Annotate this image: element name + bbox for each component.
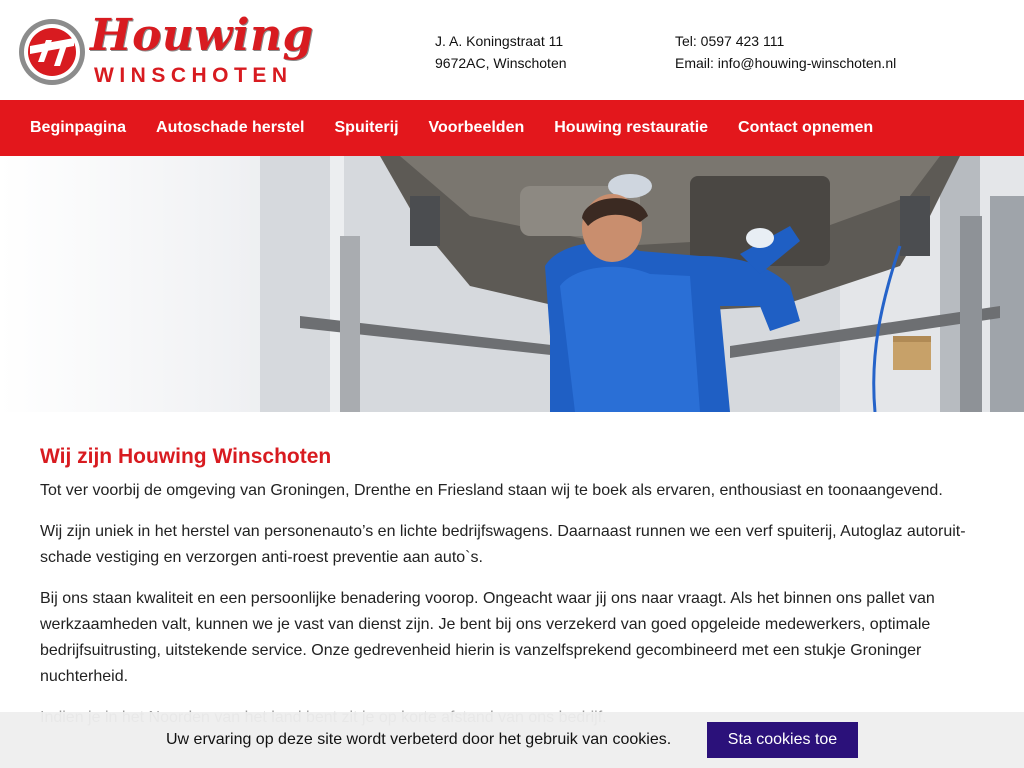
mechanic-under-car-illustration xyxy=(0,156,1024,412)
hero-image xyxy=(0,156,1024,412)
quality-paragraph: Bij ons staan kwaliteit en een persoonlijke benadering voorop. Ongeacht waar jij ons naar vraagt. Als het binnen ons pallet van werkzaamheden valt, kunnen we je vast van dienst zijn. Je bent bij ons verzekerd van goed opgeleide medewerkers, optimale bedrijfsuitrusting, uitstekende service. Onze gedrevenheid hierin is vanzelfsprekend gecombineerd met een stukje Groninger nuchterheid. xyxy=(40,590,935,685)
contact-email[interactable]: Email: info@houwing-winschoten.nl xyxy=(675,55,897,71)
logo-subtitle: WINSCHOTEN xyxy=(94,64,293,87)
nav-item-beginpagina[interactable]: Beginpagina xyxy=(30,119,127,136)
allow-cookies-button[interactable]: Sta cookies toe xyxy=(707,722,858,758)
nav-item-contact-opnemen[interactable]: Contact opnemen xyxy=(738,119,874,136)
contact-phone[interactable]: Tel: 0597 423 111 xyxy=(675,33,785,49)
logo-emblem-icon xyxy=(16,16,88,88)
site-header xyxy=(0,0,1024,100)
address-city: 9672AC, Winschoten xyxy=(435,55,567,71)
main-nav xyxy=(0,100,1024,156)
cookie-message: Uw ervaring op deze site wordt verbeterd door het gebruik van cookies. xyxy=(166,731,672,748)
logo[interactable] xyxy=(16,12,336,92)
nav-item-spuiterij[interactable]: Spuiterij xyxy=(334,119,399,136)
page-title: Wij zijn Houwing Winschoten xyxy=(40,445,332,468)
cookie-bar xyxy=(0,712,1024,768)
nav-item-houwing-restauratie[interactable]: Houwing restauratie xyxy=(554,119,709,136)
contact-block xyxy=(675,30,896,74)
address-block xyxy=(435,30,567,74)
services-paragraph: Wij zijn uniek in het herstel van personenauto’s en lichte bedrijfswagens. Daarnaast runnen we een verf spuiterij, Autoglaz autoruit-schade vestiging en verzorgen anti-roest preventie aan auto`s. xyxy=(40,523,966,566)
nav-item-autoschade-herstel[interactable]: Autoschade herstel xyxy=(156,119,305,136)
logo-wordmark: Houwing xyxy=(90,10,314,61)
address-street: J. A. Koningstraat 11 xyxy=(435,33,564,49)
intro-paragraph: Tot ver voorbij de omgeving van Groningen, Drenthe en Friesland staan wij te boek als ervaren, enthousiast en toonaangevend. xyxy=(40,482,943,499)
nav-item-voorbeelden[interactable]: Voorbeelden xyxy=(428,119,525,136)
